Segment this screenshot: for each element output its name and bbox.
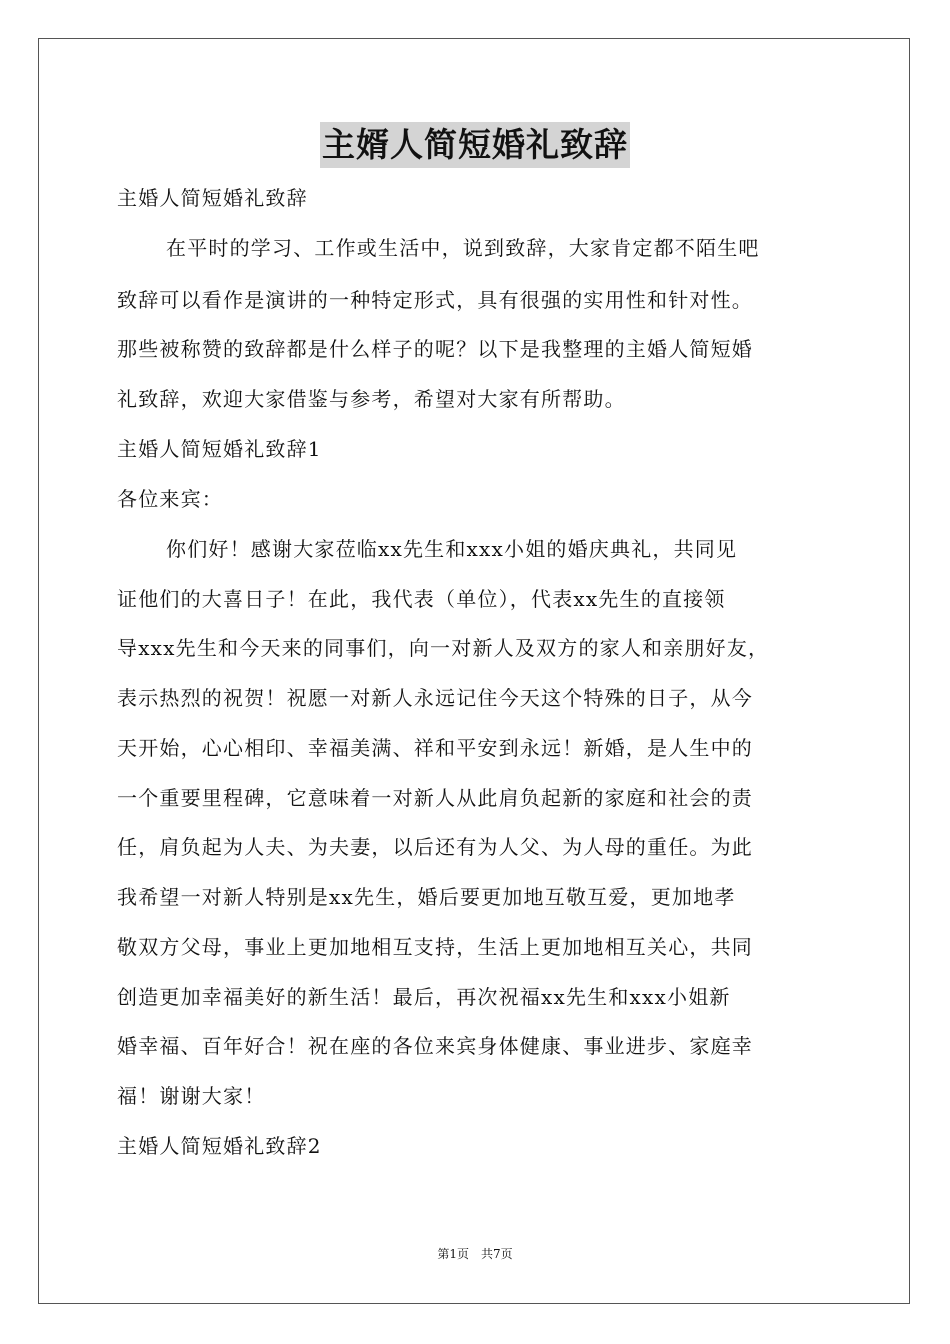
- body-line: 证他们的大喜日子！在此，我代表（单位），代表xx先生的直接领: [117, 587, 726, 611]
- salutation: 各位来宾：: [117, 487, 223, 511]
- intro-line: 在平时的学习、工作或生活中，说到致辞，大家肯定都不陌生吧: [166, 236, 760, 260]
- page-number: 第1页 共7页: [437, 1247, 513, 1261]
- body-line: 导xxx先生和今天来的同事们，向一对新人及双方的家人和亲朋好友，: [117, 636, 770, 660]
- title-container: [0, 122, 950, 168]
- body-line: 福！谢谢大家！: [117, 1084, 266, 1108]
- body-line: 你们好！感谢大家莅临xx先生和xxx小姐的婚庆典礼，共同见: [166, 537, 738, 561]
- body-line: 任，肩负起为人夫、为夫妻，以后还有为人父、为人母的重任。为此: [117, 835, 753, 859]
- body-line: 敬双方父母，事业上更加地相互支持，生活上更加地相互关心，共同: [117, 935, 753, 959]
- body-line: 表示热烈的祝贺！祝愿一对新人永远记住今天这个特殊的日子，从今: [117, 686, 753, 710]
- body-line: 创造更加幸福美好的新生活！最后，再次祝福xx先生和xxx小姐新: [117, 985, 731, 1009]
- section-heading-2: 主婚人简短婚礼致辞2: [117, 1134, 322, 1158]
- intro-line: 那些被称赞的致辞都是什么样子的呢？以下是我整理的主婚人简短婚: [117, 337, 753, 361]
- document-title: 主婿人简短婚礼致辞: [320, 122, 630, 168]
- intro-line: 礼致辞，欢迎大家借鉴与参考，希望对大家有所帮助。: [117, 387, 626, 411]
- section-heading-1: 主婚人简短婚礼致辞1: [117, 437, 322, 461]
- body-line: 婚幸福、百年好合！祝在座的各位来宾身体健康、事业进步、家庭幸: [117, 1034, 753, 1058]
- intro-line: 致辞可以看作是演讲的一种特定形式，具有很强的实用性和针对性。: [117, 288, 753, 312]
- body-line: 天开始，心心相印、幸福美满、祥和平安到永远！新婚，是人生中的: [117, 736, 753, 760]
- body-line: 一个重要里程碑，它意味着一对新人从此肩负起新的家庭和社会的责: [117, 786, 753, 810]
- page-border: [38, 38, 910, 1304]
- body-line: 我希望一对新人特别是xx先生，婚后要更加地互敬互爱，更加地孝: [117, 885, 736, 909]
- document-subtitle: 主婚人简短婚礼致辞: [117, 186, 308, 210]
